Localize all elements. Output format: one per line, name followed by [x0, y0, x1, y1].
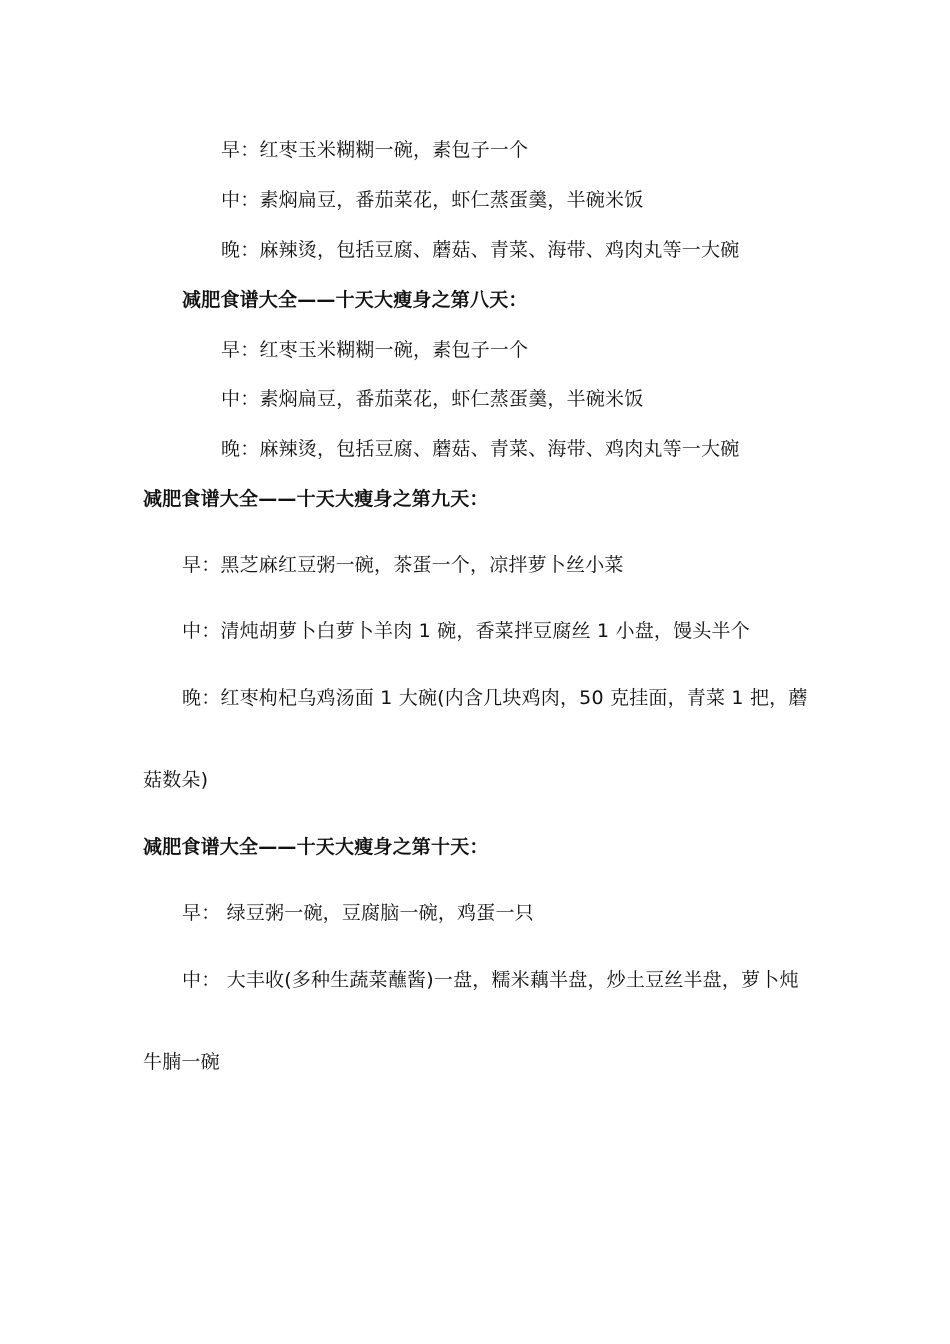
- day9-dinner-continued: 菇数朵): [143, 769, 209, 791]
- day9-lunch: 中：清炖胡萝卜白萝卜羊肉 1 碗，香菜拌豆腐丝 1 小盘，馒头半个: [182, 620, 750, 642]
- day9-heading: 减肥食谱大全——十天大瘦身之第九天：: [143, 488, 489, 510]
- day7-lunch: 中：素焖扁豆，番茄菜花，虾仁蒸蛋羹，半碗米饭: [221, 189, 644, 211]
- day8-heading: 减肥食谱大全——十天大瘦身之第八天：: [182, 289, 528, 311]
- day9-dinner: 晚：红枣枸杞乌鸡汤面 1 大碗(内含几块鸡肉，50 克挂面，青菜 1 把，蘑: [182, 687, 808, 709]
- day10-lunch: 中： 大丰收(多种生蔬菜蘸酱)一盘，糯米藕半盘，炒土豆丝半盘，萝卜炖: [182, 969, 799, 991]
- day10-lunch-continued: 牛腩一碗: [143, 1051, 220, 1073]
- day8-breakfast: 早：红枣玉米糊糊一碗，素包子一个: [221, 339, 529, 361]
- day10-breakfast: 早： 绿豆粥一碗，豆腐脑一碗，鸡蛋一只: [182, 902, 534, 924]
- day8-lunch: 中：素焖扁豆，番茄菜花，虾仁蒸蛋羹，半碗米饭: [221, 388, 644, 410]
- day7-dinner: 晚：麻辣烫，包括豆腐、蘑菇、青菜、海带、鸡肉丸等一大碗: [221, 239, 740, 261]
- day9-breakfast: 早：黑芝麻红豆粥一碗，茶蛋一个，凉拌萝卜丝小菜: [182, 554, 624, 576]
- day10-heading: 减肥食谱大全——十天大瘦身之第十天：: [143, 836, 489, 858]
- day8-dinner: 晚：麻辣烫，包括豆腐、蘑菇、青菜、海带、鸡肉丸等一大碗: [221, 438, 740, 460]
- day7-breakfast: 早：红枣玉米糊糊一碗，素包子一个: [221, 139, 529, 161]
